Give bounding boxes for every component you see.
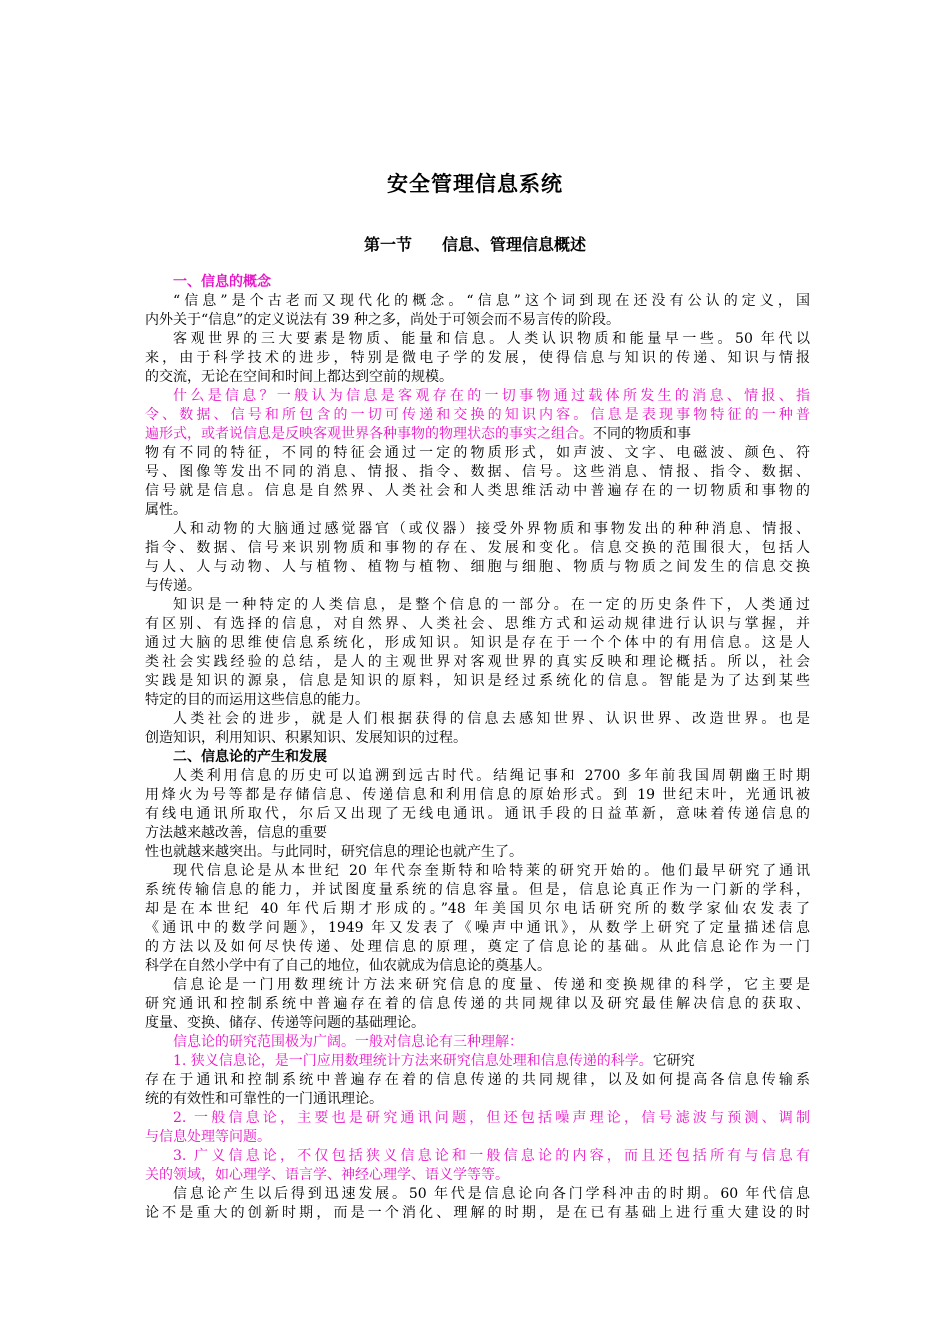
paragraph-line: 的方法以及如何尽快传递、处理信息的原理，奠定了信息论的基础。从此信息论作为一门 (145, 939, 810, 955)
paragraph-line: 指令、数据、信号来识别物质和事物的存在、发展和变化。信息交换的范围很大，包括人 (145, 540, 810, 556)
paragraph-line: 信号就是信息。信息是自然界、人类社会和人类思维活动中普遍存在的一切物质和事物的 (145, 483, 810, 499)
paragraph-line: 信息论是一门用数理统计方法来研究信息的度量、传递和变换规律的科学，它主要是 (173, 977, 810, 993)
paragraph-line-highlight: 令、数据、信号和所包含的一切可传递和交换的知识内容。信息是表现事物特征的一种普 (145, 407, 810, 423)
paragraph-line-mixed (145, 425, 810, 443)
paragraph-line: 用烽火为号等都是存储信息、传递信息和利用信息的原始形式。到 19 世纪末叶，光通讯被 (145, 787, 810, 803)
section-number: 第一节 (363, 235, 412, 254)
paragraph-line: 来，由于科学技术的进步，特别是微电子学的发展，使得信息与知识的传递、知识与情报 (145, 350, 810, 366)
heading-information-theory: 二、信息论的产生和发展 (173, 749, 327, 765)
paragraph-line: 号、图像等发出不同的消息、情报、指令、数据、信号。这些消息、情报、指令、数据、 (145, 464, 810, 480)
paragraph-line: 有线电通讯所取代，尔后又出现了无线电通讯。通讯手段的日益革新，意味着传递信息的 (145, 806, 810, 822)
paragraph-line: 属性。 (145, 502, 187, 518)
highlight-text: 1. 狭义信息论，是一门应用数理统计方法来研究信息处理和信息传递的科学。 (173, 1053, 653, 1069)
paragraph-line-highlight: 关的领域，如心理学、语言学、神经心理学、语义学等等。 (145, 1167, 509, 1183)
paragraph-line: 方法越来越改善，信息的重要 (145, 825, 327, 841)
paragraph-line: 内外关于“信息”的定义说法有 39 种之多，尚处于可领会而不易言传的阶段。 (145, 312, 621, 328)
paragraph-line: 人和动物的大脑通过感觉器官（或仪器）接受外界物质和事物发出的种种消息、情报、 (173, 521, 810, 537)
paragraph-line: 系统传输信息的能力，并试图度量系统的信息容量。但是，信息论真正作为一门新的学科， (145, 882, 810, 898)
paragraph-line: 特定的目的而运用这些信息的能力。 (145, 692, 369, 708)
paragraph-line-highlight: 什么是信息？一般认为信息是客观存在的一切事物通过载体所发生的消息、情报、指 (173, 388, 810, 404)
paragraph-line: 人类社会的进步，就是人们根据获得的信息去感知世界、认识世界、改造世界。也是 (173, 711, 810, 727)
highlight-text: 遍形式，或者说信息是反映客观世界各种事物的物理状态的事实之组合。 (145, 426, 593, 442)
paragraph-line: 现代信息论是从本世纪 20 年代奈奎斯特和哈特莱的研究开始的。他们最早研究了通讯 (173, 863, 810, 879)
paragraph-line-highlight: 与信息处理等问题。 (145, 1129, 271, 1145)
paragraph-line: 《通讯中的数学问题》，1949 年又发表了《噪声中通讯》，从数学上研究了定量描述信息 (145, 920, 810, 936)
paragraph-line: 性也就越来越突出。与此同时，研究信息的理论也就产生了。 (145, 844, 523, 860)
paragraph-line: “信息”是个古老而又现代化的概念。“信息”这个词到现在还没有公认的定义，国 (173, 293, 810, 309)
paragraph-line: 知识是一种特定的人类信息，是整个信息的一部分。在一定的历史条件下，人类通过 (173, 597, 810, 613)
section-title (0, 232, 950, 255)
paragraph-line: 度量、变换、储存、传递等问题的基础理论。 (145, 1015, 425, 1031)
paragraph-line: 类社会实践经验的总结，是人的主观世界对客观世界的真实反映和理论概括。所以，社会 (145, 654, 810, 670)
paragraph-line: 统的有效性和可靠性的一门通讯理论。 (145, 1091, 383, 1107)
paragraph-line: 有区别、有选择的信息，对自然界、人类社会、思维方式和运动规律进行认识与掌握，并 (145, 616, 810, 632)
paragraph-line: 创造知识，利用知识、积累知识、发展知识的过程。 (145, 730, 467, 746)
paragraph-line: 信息论产生以后得到迅速发展。50 年代是信息论向各门学科冲击的时期。60 年代信息 (173, 1186, 810, 1202)
paragraph-line: 论不是重大的创新时期，而是一个消化、理解的时期，是在已有基础上进行重大建设的时 (145, 1205, 810, 1221)
paragraph-line: 的交流，无论在空间和时间上都达到空前的规模。 (145, 369, 453, 385)
paragraph-line: 研究通讯和控制系统中普遍存在着的信息传递的共同规律以及研究最佳解决信息的获取、 (145, 996, 810, 1012)
paragraph-line: 与传递。 (145, 578, 201, 594)
paragraph-line: 客观世界的三大要素是物质、能量和信息。人类认识物质和能量早一些。50 年代以 (173, 331, 810, 347)
paragraph-line-highlight: 3. 广义信息论，不仅包括狭义信息论和一般信息论的内容，而且还包括所有与信息有 (173, 1148, 810, 1164)
normal-text: 不同的物质和事 (593, 426, 691, 442)
paragraph-line-highlight: 2. 一般信息论，主要也是研究通讯问题，但还包括噪声理论，信号滤波与预测、调制 (173, 1110, 810, 1126)
normal-text: 它研究 (652, 1053, 695, 1069)
paragraph-line: 与人、人与动物、人与植物、植物与植物、细胞与细胞、物质与物质之间发生的信息交换 (145, 559, 810, 575)
document-title: 安全管理信息系统 (387, 172, 563, 196)
section-name: 信息、管理信息概述 (442, 235, 587, 254)
paragraph-line: 科学在自然小学中有了自己的地位，仙农就成为信息论的奠基人。 (145, 958, 551, 974)
paragraph-line: 存在于通讯和控制系统中普遍存在着的信息传递的共同规律，以及如何提高各信息传输系 (145, 1072, 810, 1088)
paragraph-line: 物有不同的特征，不同的特征会通过一定的物质形式，如声波、文字、电磁波、颜色、符 (145, 445, 810, 461)
heading-concept: 一、信息的概念 (173, 274, 271, 290)
paragraph-line: 却是在本世纪 40 年代后期才形成的。”48 年美国贝尔电话研究所的数学家仙农发表了 (145, 901, 810, 917)
paragraph-line: 实践是知识的源泉，信息是知识的原料，知识是经过系统化的信息。智能是为了达到某些 (145, 673, 810, 689)
paragraph-line: 人类利用信息的历史可以追溯到远古时代。结绳记事和 2700 多年前我国周朝幽王时期 (173, 768, 810, 784)
paragraph-line: 通过大脑的思维使信息系统化，形成知识。知识是存在于一个个体中的有用信息。这是人 (145, 635, 810, 651)
paragraph-line-mixed (145, 1052, 810, 1070)
paragraph-line-highlight: 信息论的研究范围极为广阔。一般对信息论有三种理解： (173, 1034, 523, 1050)
